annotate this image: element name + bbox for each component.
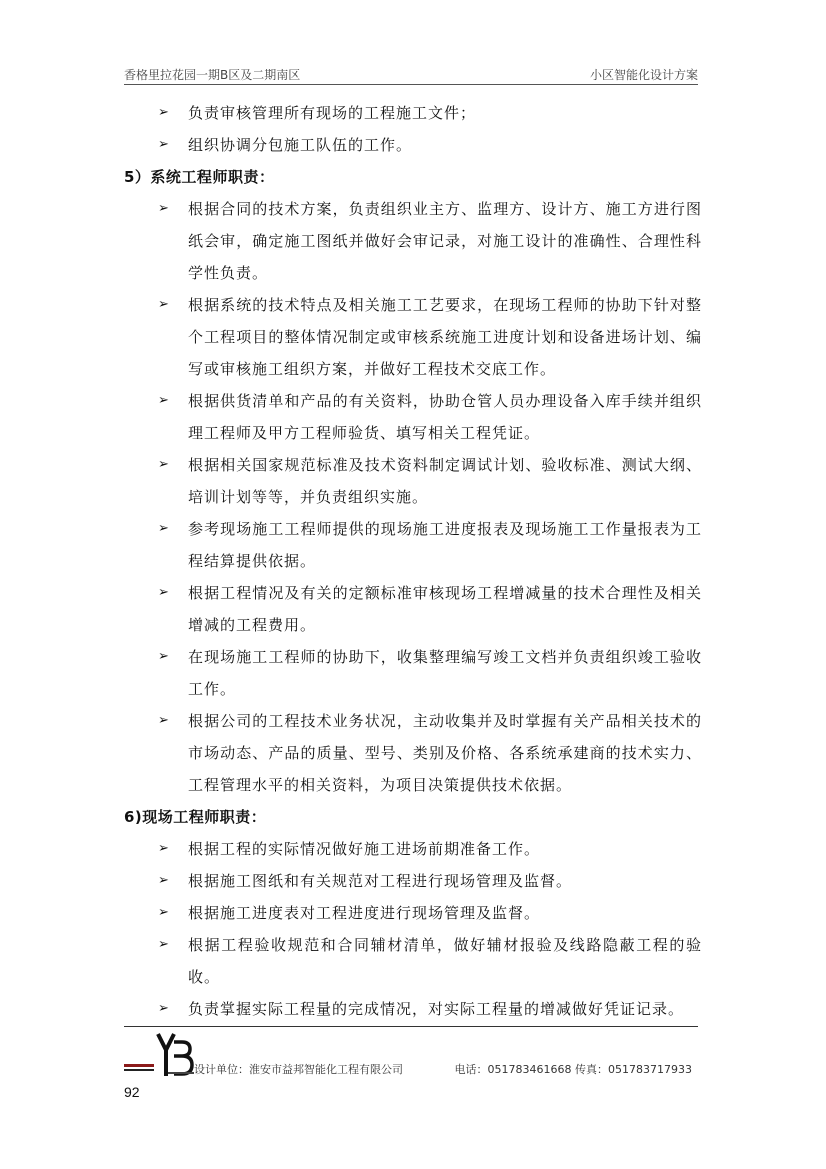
list-item-text: 根据公司的工程技术业务状况，主动收集并及时掌握有关产品相关技术的市场动态、产品的质量、型号、类别及价格、各系统承建商的技术实力、工程管理水平的相关资料，为项目决策提供技术依据。 (188, 712, 702, 794)
list-item (124, 577, 702, 641)
list-item (124, 449, 702, 513)
arrow-bullet-icon: ➢ (158, 393, 170, 408)
arrow-bullet-icon: ➢ (158, 457, 170, 472)
list-item (124, 929, 702, 993)
list-item-text: 根据施工图纸和有关规范对工程进行现场管理及监督。 (188, 872, 573, 890)
list-item (124, 385, 702, 449)
list-item (124, 641, 702, 705)
arrow-bullet-icon: ➢ (158, 905, 170, 920)
page-header (124, 66, 698, 85)
list-item-text: 负责审核管理所有现场的工程施工文件； (188, 104, 477, 122)
arrow-bullet-icon: ➢ (158, 937, 170, 952)
arrow-bullet-icon: ➢ (158, 105, 170, 120)
list-item-text: 根据工程验收规范和合同辅材清单，做好辅材报验及线路隐蔽工程的验收。 (188, 936, 702, 986)
footer-contact: 电话：051783461668 传真：051783717933 (454, 1063, 692, 1076)
page-footer (124, 1032, 698, 1078)
arrow-bullet-icon: ➢ (158, 137, 170, 152)
list-item-text: 负责掌握实际工程量的完成情况，对实际工程量的增减做好凭证记录。 (188, 1000, 685, 1018)
company-logo-icon (124, 1032, 196, 1078)
arrow-bullet-icon: ➢ (158, 585, 170, 600)
list-item (124, 513, 702, 577)
list-item-text: 根据施工进度表对工程进度进行现场管理及监督。 (188, 904, 541, 922)
arrow-bullet-icon: ➢ (158, 841, 170, 856)
list-item-text: 根据合同的技术方案，负责组织业主方、监理方、设计方、施工方进行图纸会审，确定施工图纸并做好会审记录，对施工设计的准确性、合理性科学性负责。 (188, 200, 702, 282)
section-heading-site-engineer: 6)现场工程师职责： (124, 808, 267, 826)
page-number: 92 (124, 1084, 140, 1100)
arrow-bullet-icon: ➢ (158, 1001, 170, 1016)
list-item (124, 833, 702, 865)
list-item (124, 897, 702, 929)
intro-list (124, 97, 702, 161)
arrow-bullet-icon: ➢ (158, 297, 170, 312)
list-item (124, 865, 702, 897)
arrow-bullet-icon: ➢ (158, 649, 170, 664)
document-body (124, 97, 702, 1025)
list-item (124, 193, 702, 289)
list-item (124, 129, 702, 161)
header-document-title: 小区智能化设计方案 (589, 68, 698, 82)
list-item (124, 289, 702, 385)
footer-company: 设计单位：淮安市益邦智能化工程有限公司 (194, 1063, 403, 1076)
list-item (124, 97, 702, 129)
list-item-text: 根据相关国家规范标准及技术资料制定调试计划、验收标准、测试大纲、培训计划等等，并负责组织实施。 (188, 456, 702, 506)
list-item-text: 在现场施工工程师的协助下，收集整理编写竣工文档并负责组织竣工验收工作。 (188, 648, 702, 698)
list-item-text: 参考现场施工工程师提供的现场施工进度报表及现场施工工作量报表为工程结算提供依据。 (188, 520, 702, 570)
list-item-text: 组织协调分包施工队伍的工作。 (188, 136, 413, 154)
footer-divider (124, 1026, 698, 1027)
list-item-text: 根据系统的技术特点及相关施工工艺要求，在现场工程师的协助下针对整个工程项目的整体情况制定或审核系统施工进度计划和设备进场计划、编写或审核施工组织方案，并做好工程技术交底工作。 (188, 296, 702, 378)
site-engineer-list (124, 833, 702, 1025)
list-item-text: 根据工程情况及有关的定额标准审核现场工程增减量的技术合理性及相关增减的工程费用。 (188, 584, 702, 634)
section-heading-system-engineer: 5）系统工程师职责： (124, 168, 275, 186)
header-project-title: 香格里拉花园一期B区及二期南区 (124, 68, 301, 82)
arrow-bullet-icon: ➢ (158, 873, 170, 888)
list-item-text: 根据工程的实际情况做好施工进场前期准备工作。 (188, 840, 541, 858)
arrow-bullet-icon: ➢ (158, 521, 170, 536)
list-item-text: 根据供货清单和产品的有关资料，协助仓管人员办理设备入库手续并组织理工程师及甲方工程师验货、填写相关工程凭证。 (188, 392, 702, 442)
list-item (124, 993, 702, 1025)
arrow-bullet-icon: ➢ (158, 201, 170, 216)
system-engineer-list (124, 193, 702, 801)
arrow-bullet-icon: ➢ (158, 713, 170, 728)
list-item (124, 705, 702, 801)
